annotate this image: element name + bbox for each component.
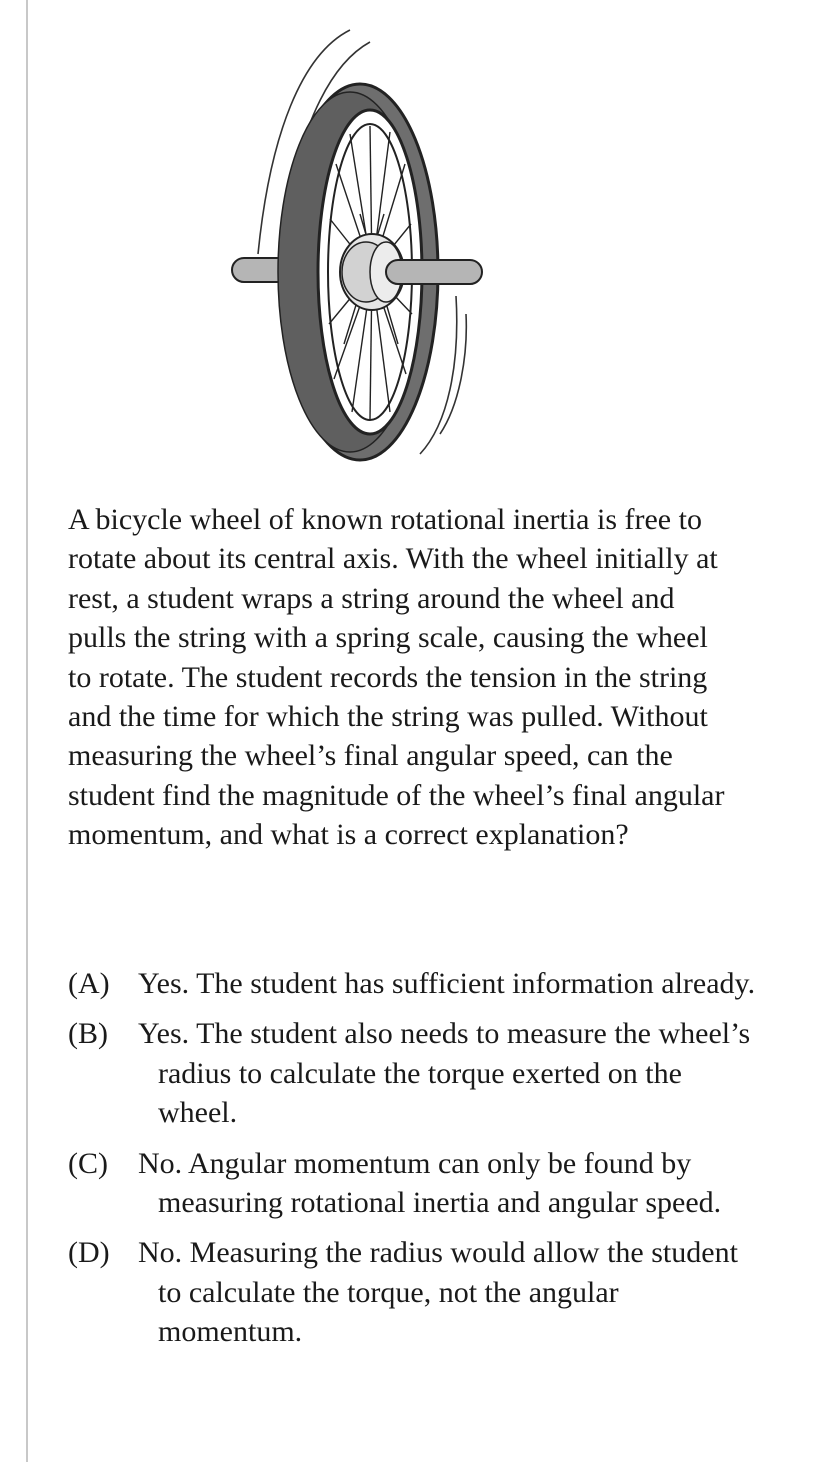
question-stem: A bicycle wheel of known rotational inertia is free to rotate about its central axis. With the wheel initially at rest, a student wraps a string around the wheel and pulls the string with a spring scale, causing the wheel to rotate. The student records the tension in the string and the time for which the string was pulled. Without measuring the wheel’s final angular speed, can the student find the magnitude of the wheel’s final angular momentum, and what is a correct explanation? (68, 503, 725, 852)
axle-right (386, 260, 482, 284)
choice-letter: (D) (68, 1236, 110, 1270)
choice-letter: (C) (68, 1146, 108, 1180)
choice-text: No. Angular momentum can only be found by measuring rotational inertia and angular speed. (138, 1146, 722, 1220)
answer-choices (68, 964, 768, 1363)
choice-d[interactable] (68, 1233, 768, 1351)
choice-letter: (B) (68, 1017, 108, 1051)
choice-b[interactable] (68, 1014, 768, 1132)
page-left-border (26, 0, 28, 1462)
choice-letter: (A) (68, 967, 110, 1000)
bicycle-wheel-icon (220, 14, 510, 474)
choice-a[interactable] (68, 964, 768, 1003)
choice-c[interactable] (68, 1144, 768, 1223)
bicycle-wheel-figure (220, 14, 510, 474)
choice-text: Yes. The student has sufficient information already. (138, 967, 756, 1000)
choice-text: Yes. The student also needs to measure the wheel’s radius to calculate the torque exerted on the wheel. (138, 1017, 751, 1130)
choice-text: No. Measuring the radius would allow the student to calculate the torque, not the angular momentum. (138, 1236, 738, 1349)
